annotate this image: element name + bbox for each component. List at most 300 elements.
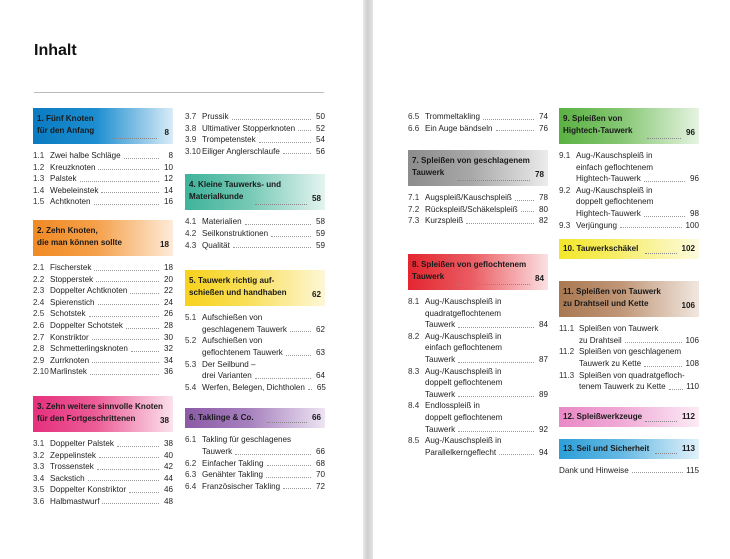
- section-title: 5. Tauwerk richtig auf-: [189, 276, 275, 286]
- entry-line: [33, 438, 173, 450]
- leader-dots: [94, 270, 159, 271]
- leader-dots: [647, 130, 681, 139]
- entry-page: 26: [163, 309, 173, 319]
- section-title: 7. Spleißen von geschlagenem: [412, 156, 530, 166]
- leader-dots: [466, 223, 534, 224]
- leader-dots: [521, 211, 534, 212]
- section-header-9[interactable]: [559, 108, 699, 144]
- section-title-line2: für den Fortgeschrittenen: [37, 413, 136, 423]
- entry-title: Aug-/Kauschspleiß in: [425, 366, 502, 376]
- entry-line: [33, 343, 173, 355]
- entry-page: 34: [163, 355, 173, 365]
- section-title: 13. Seil und Sicherheit: [563, 443, 650, 453]
- toc-entry[interactable]: [408, 331, 548, 366]
- entry-page: 87: [538, 354, 548, 364]
- entry-title: Trommeltakling: [425, 112, 481, 121]
- section-title-line2: Hightech-Tauwerk: [563, 126, 633, 135]
- section-6-list: [185, 434, 325, 492]
- toc-entry[interactable]: [185, 434, 325, 457]
- entry-number: 4.1: [185, 217, 197, 227]
- section-title: 2. Zehn Knoten,: [37, 225, 98, 235]
- entry-page: 68: [315, 458, 325, 468]
- section-header-10[interactable]: [559, 239, 699, 259]
- toc-entry[interactable]: [185, 469, 325, 481]
- leader-dots: [98, 304, 159, 305]
- entry-title: Dank und Hinweise: [559, 465, 629, 475]
- entry-page: 62: [315, 324, 325, 334]
- section-page: 78: [534, 170, 544, 180]
- entry-page: 72: [315, 481, 325, 491]
- leader-dots: [255, 196, 307, 205]
- entry-number: 1.1: [33, 151, 45, 160]
- entry-title: Takling für geschlagenes: [202, 435, 292, 445]
- title-rule: [34, 92, 324, 93]
- toc-entry[interactable]: [185, 335, 325, 358]
- entry-line: [408, 192, 548, 204]
- toc-entry[interactable]: [33, 262, 173, 274]
- entry-page: 52: [315, 123, 325, 133]
- entry-page: 108: [685, 358, 699, 368]
- entry-line: [185, 469, 325, 481]
- entry-line: [33, 450, 173, 462]
- toc-entry[interactable]: [185, 458, 325, 470]
- toc-entry[interactable]: [559, 150, 699, 185]
- entry-page: 80: [538, 204, 548, 214]
- entry-page: 32: [163, 344, 173, 354]
- page-title: Inhalt: [34, 42, 77, 59]
- leader-dots: [80, 181, 159, 182]
- section-header-3[interactable]: [33, 396, 173, 432]
- toc-entry[interactable]: [33, 450, 173, 462]
- toc-entry[interactable]: [408, 435, 548, 458]
- entry-title: drei Varianten: [202, 371, 252, 381]
- entry-line: [559, 346, 699, 358]
- section-page: 106: [681, 301, 695, 311]
- section-header-8[interactable]: [408, 254, 548, 290]
- section-header-7[interactable]: [408, 150, 548, 186]
- toc-entry[interactable]: [185, 111, 325, 123]
- entry-title: Tauwerk: [425, 320, 456, 330]
- leader-dots: [267, 465, 312, 466]
- toc-entry[interactable]: [408, 204, 548, 216]
- entry-title: Spleißen von geschlagenem: [579, 347, 682, 357]
- entry-line: [408, 447, 548, 459]
- entry-line: [559, 208, 699, 220]
- entry-title: Aufschießen von: [202, 336, 263, 346]
- entry-number: 2.7: [33, 332, 45, 342]
- entry-title: Verjüngung: [576, 220, 617, 230]
- entry-line: [33, 173, 173, 185]
- toc-entry[interactable]: [33, 196, 173, 208]
- leader-dots: [625, 342, 683, 343]
- section-header-12[interactable]: [559, 407, 699, 427]
- leader-dots: [255, 378, 311, 379]
- leader-dots: [235, 454, 311, 455]
- toc-entry[interactable]: [408, 215, 548, 227]
- section-page: 113: [681, 443, 695, 453]
- toc-entry[interactable]: [33, 355, 173, 367]
- entry-line: [408, 424, 548, 436]
- leader-dots: [632, 472, 683, 473]
- section-page: 62: [311, 290, 321, 300]
- section-header-5[interactable]: [185, 270, 325, 306]
- entry-title: geschlagenem Tauwerk: [202, 324, 287, 334]
- section-title: 3. Zehn weitere sinnvolle Knoten: [37, 401, 163, 411]
- entry-title: doppelt geflochtenem: [425, 378, 503, 388]
- entry-number: 2.10: [33, 367, 49, 377]
- entry-number: 2.5: [33, 309, 45, 319]
- section-9-list: [559, 150, 699, 231]
- entry-number: 8.2: [408, 331, 420, 341]
- leader-dots: [286, 355, 311, 356]
- entry-number: 9.2: [559, 185, 571, 195]
- entry-title: Parallelkerngeflecht: [425, 447, 497, 457]
- entry-line: [185, 481, 325, 493]
- leader-dots: [266, 477, 311, 478]
- entry-number: 5.3: [185, 359, 197, 369]
- entry-title: Zwei halbe Schläge: [50, 151, 121, 160]
- entry-page: 50: [315, 112, 325, 121]
- section-header-11[interactable]: [559, 281, 699, 317]
- entry-number: 4.2: [185, 228, 197, 238]
- entry-page: 98: [689, 208, 699, 218]
- section-page: 8: [164, 128, 169, 137]
- entry-page: 18: [163, 262, 173, 272]
- entry-line: [33, 308, 173, 320]
- section-header-4[interactable]: [185, 174, 325, 210]
- entry-page: 96: [689, 174, 699, 184]
- entry-number: 2.8: [33, 344, 45, 354]
- toc-entry[interactable]: [33, 496, 173, 508]
- entry-number: 3.1: [33, 438, 45, 448]
- entry-number: 7.1: [408, 193, 420, 203]
- leader-dots: [483, 119, 534, 120]
- entry-page: 30: [163, 332, 173, 342]
- toc-entry[interactable]: [559, 220, 699, 232]
- entry-title: Rückspleiß/Schäkelspleiß: [425, 204, 518, 214]
- entry-title: Tauwerk: [425, 354, 456, 364]
- entry-number: 8.5: [408, 436, 420, 446]
- toc-entry[interactable]: [185, 382, 325, 394]
- toc-entry[interactable]: [185, 312, 325, 335]
- entry-page: 70: [315, 470, 325, 480]
- toc-entry[interactable]: [33, 308, 173, 320]
- entry-line: [185, 347, 325, 359]
- entry-line: [559, 173, 699, 185]
- entry-number: 3.10: [185, 146, 201, 156]
- leader-dots: [620, 227, 683, 228]
- entry-number: 2.9: [33, 355, 45, 365]
- entry-title: doppelt geflochtenem: [425, 412, 503, 422]
- section-page: 38: [159, 415, 169, 425]
- entry-title: Zurrknoten: [50, 355, 90, 365]
- entry-title: doppelt geflochtenem: [576, 197, 654, 207]
- entry-page: 100: [685, 220, 699, 230]
- entry-line: [408, 435, 548, 447]
- toc-entry[interactable]: [185, 481, 325, 493]
- entry-title: zu Drahtseil: [579, 335, 622, 345]
- entry-number: 5.4: [185, 382, 197, 392]
- toc-entry[interactable]: [559, 323, 699, 346]
- entry-title: Trossenstek: [50, 462, 94, 472]
- entry-number: 1.3: [33, 174, 45, 184]
- toc-entry[interactable]: [185, 123, 325, 135]
- toc-entry[interactable]: [33, 274, 173, 286]
- entry-title: Aufschießen von: [202, 313, 263, 323]
- toc-entry[interactable]: [33, 320, 173, 332]
- section-2-list: [33, 262, 173, 378]
- entry-line: [185, 228, 325, 240]
- section-title: 4. Kleine Tauwerks- und: [189, 180, 282, 190]
- section-header-2[interactable]: [33, 220, 173, 256]
- entry-number: 8.3: [408, 366, 420, 376]
- toc-entry[interactable]: [559, 346, 699, 369]
- section-header-6[interactable]: [185, 408, 325, 428]
- entry-number: 6.3: [185, 470, 197, 480]
- toc-entry[interactable]: [559, 370, 699, 393]
- entry-title: Spleißen von Tauwerk: [579, 324, 659, 334]
- entry-title: Fischerstek: [50, 262, 92, 272]
- entry-title: Palstek: [50, 174, 77, 184]
- section-page: 84: [534, 273, 544, 283]
- entry-line: [185, 359, 325, 371]
- section-header-1[interactable]: [33, 108, 173, 144]
- leader-dots: [644, 216, 685, 217]
- section-6-continued-list: [408, 111, 548, 134]
- entry-number: 7.2: [408, 204, 420, 214]
- entry-title: Französischer Takling: [202, 481, 281, 491]
- entry-page: 84: [538, 320, 548, 330]
- entry-number: 6.2: [185, 458, 197, 468]
- leader-dots: [271, 236, 311, 237]
- toc-entry[interactable]: [408, 366, 548, 401]
- entry-line: [33, 297, 173, 309]
- leader-dots: [458, 276, 530, 285]
- toc-entry[interactable]: [33, 461, 173, 473]
- toc-entry-dank[interactable]: [559, 465, 699, 477]
- entry-line: [408, 319, 548, 331]
- toc-entry[interactable]: [185, 216, 325, 228]
- entry-title: Sackstich: [50, 473, 85, 483]
- leader-dots: [645, 245, 677, 254]
- leader-dots: [131, 351, 159, 352]
- entry-line: [33, 484, 173, 496]
- entry-page: 59: [315, 240, 325, 250]
- leader-dots: [88, 480, 159, 481]
- section-4-list: [185, 216, 325, 251]
- leader-dots: [124, 158, 159, 159]
- leader-dots: [644, 366, 682, 367]
- entry-number: 7.3: [408, 216, 420, 226]
- entry-line: [408, 342, 548, 354]
- entry-title: Endlosspleiß in: [425, 401, 480, 411]
- leader-dots: [515, 200, 534, 201]
- entry-number: 1.5: [33, 197, 45, 207]
- entry-line: [33, 185, 173, 197]
- leader-dots: [92, 362, 159, 363]
- leader-dots: [267, 414, 307, 423]
- entry-number: 11.3: [559, 370, 575, 380]
- toc-entry[interactable]: [33, 150, 173, 162]
- entry-title: Halbmastwurf: [50, 496, 100, 506]
- entry-number: 2.3: [33, 286, 45, 296]
- entry-line: [559, 150, 699, 162]
- entry-line: [33, 320, 173, 332]
- leader-dots: [458, 362, 534, 363]
- entry-title: Konstriktor: [50, 332, 89, 342]
- entry-number: 6.5: [408, 112, 420, 121]
- leader-dots: [655, 445, 677, 454]
- entry-line: [185, 324, 325, 336]
- entry-title: Seilkonstruktionen: [202, 228, 269, 238]
- toc-entry[interactable]: [185, 240, 325, 252]
- section-title-line2: Materialkunde: [189, 192, 244, 202]
- entry-line: [185, 216, 325, 228]
- section-header-13[interactable]: [559, 439, 699, 459]
- leader-dots: [458, 431, 534, 432]
- entry-line: [559, 220, 699, 232]
- book-gutter: [363, 0, 373, 559]
- entry-title: Spierenstich: [50, 297, 95, 307]
- entry-line: [33, 150, 173, 162]
- entry-line: [185, 134, 325, 146]
- entry-page: 54: [315, 135, 325, 145]
- leader-dots: [98, 169, 159, 170]
- toc-column-4: [559, 108, 699, 476]
- entry-title: Tauwerk: [202, 446, 233, 456]
- toc-entry[interactable]: [33, 343, 173, 355]
- entry-line: [185, 446, 325, 458]
- entry-number: 2.1: [33, 262, 45, 272]
- section-page: 58: [311, 194, 321, 204]
- entry-number: 1.2: [33, 162, 45, 172]
- toc-entry[interactable]: [33, 185, 173, 197]
- toc-entry[interactable]: [408, 123, 548, 135]
- entry-line: [185, 458, 325, 470]
- section-title: 8. Spleißen von geflochtenem: [412, 259, 527, 269]
- entry-page: 38: [163, 438, 173, 448]
- toc-entry[interactable]: [33, 297, 173, 309]
- entry-title: Aug-/Kauschspleiß in: [425, 296, 502, 306]
- entry-line: [185, 370, 325, 382]
- entry-page: 28: [163, 320, 173, 330]
- entry-line: [185, 382, 325, 394]
- entry-line: [559, 162, 699, 174]
- entry-title: Einfacher Takling: [202, 458, 264, 468]
- leader-dots: [308, 389, 312, 390]
- entry-title: Genähter Takling: [202, 470, 264, 480]
- entry-title: Schmetterlingsknoten: [50, 344, 128, 354]
- entry-number: 6.1: [185, 435, 197, 445]
- toc-entry[interactable]: [185, 359, 325, 382]
- entry-title: Tauwerk zu Kette: [579, 358, 642, 368]
- entry-page: 58: [315, 217, 325, 227]
- section-page: 112: [681, 411, 695, 421]
- leader-dots: [283, 153, 311, 154]
- section-7-list: [408, 192, 548, 227]
- section-title: 1. Fünf Knoten: [37, 114, 94, 123]
- toc-entry[interactable]: [408, 296, 548, 331]
- leader-dots: [644, 181, 685, 182]
- toc-entry[interactable]: [33, 285, 173, 297]
- entry-line: [185, 312, 325, 324]
- entry-line: [33, 366, 173, 378]
- entry-page: 115: [686, 465, 699, 475]
- leader-dots: [102, 503, 159, 504]
- section-title: 11. Spleißen von Tauwerk: [563, 287, 661, 297]
- entry-page: 65: [316, 382, 326, 392]
- entry-number: 8.4: [408, 401, 420, 411]
- toc-entry[interactable]: [33, 173, 173, 185]
- entry-title: Doppelter Konstriktor: [50, 485, 127, 495]
- entry-title: Prussik: [202, 112, 229, 121]
- entry-number: 5.2: [185, 336, 197, 346]
- right-page: [373, 0, 730, 559]
- entry-title: Marlinstek: [50, 367, 87, 377]
- toc-entry[interactable]: [33, 473, 173, 485]
- entry-page: 42: [163, 462, 173, 472]
- toc-entry[interactable]: [33, 332, 173, 344]
- entry-number: 3.5: [33, 485, 45, 495]
- toc-entry[interactable]: [33, 438, 173, 450]
- leader-dots: [94, 204, 160, 205]
- entry-title: Der Seilbund –: [202, 359, 256, 369]
- entry-title: Augspleiß/Kauschspleiß: [425, 193, 512, 203]
- entry-page: 12: [163, 174, 173, 184]
- entry-number: 11.2: [559, 347, 575, 357]
- section-title: 10. Tauwerkschäkel: [563, 244, 639, 254]
- toc-entry[interactable]: [408, 192, 548, 204]
- entry-title: Kreuzknoten: [50, 162, 96, 172]
- entry-number: 5.1: [185, 313, 197, 323]
- entry-title: Ein Auge bändseln: [425, 123, 493, 133]
- entry-line: [408, 389, 548, 401]
- entry-line: [33, 461, 173, 473]
- entry-line: [408, 354, 548, 366]
- entry-title: Webeleinstek: [50, 185, 99, 195]
- toc-entry[interactable]: [33, 366, 173, 378]
- entry-page: 40: [163, 450, 173, 460]
- toc-entry[interactable]: [33, 484, 173, 496]
- toc-entry[interactable]: [559, 185, 699, 220]
- entry-title: Doppelter Schotstek: [50, 320, 123, 330]
- entry-number: 3.9: [185, 135, 197, 145]
- entry-title: Materialien: [202, 217, 242, 227]
- toc-entry[interactable]: [408, 400, 548, 435]
- section-title-line2: Tauwerk: [412, 271, 445, 281]
- section-page: 18: [159, 239, 169, 249]
- entry-title: Achtknoten: [50, 197, 91, 207]
- toc-entry[interactable]: [33, 162, 173, 174]
- toc-entry[interactable]: [408, 111, 548, 123]
- toc-entry[interactable]: [185, 146, 325, 158]
- leader-dots: [458, 396, 534, 397]
- leader-dots: [259, 142, 311, 143]
- entry-number: 9.3: [559, 220, 571, 230]
- entry-line: [408, 123, 548, 135]
- toc-entry[interactable]: [185, 134, 325, 146]
- toc-entry[interactable]: [185, 228, 325, 240]
- entry-line: [33, 332, 173, 344]
- entry-line: [408, 308, 548, 320]
- toc-column-3: [408, 111, 548, 458]
- entry-page: 46: [163, 485, 173, 495]
- entry-title: quadratgeflochtenem: [425, 308, 502, 318]
- entry-page: 16: [163, 197, 173, 207]
- entry-title: einfach geflochtenem: [576, 162, 653, 172]
- entry-page: 76: [538, 123, 548, 133]
- entry-number: 11.1: [559, 324, 575, 334]
